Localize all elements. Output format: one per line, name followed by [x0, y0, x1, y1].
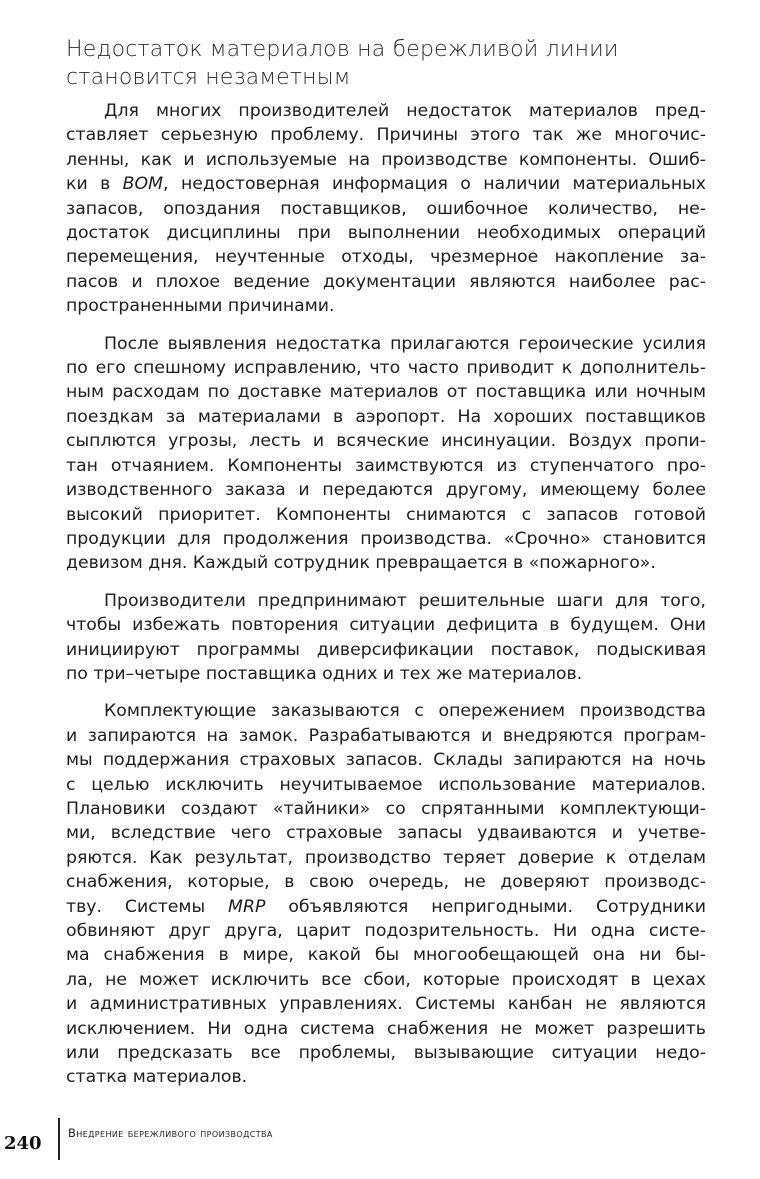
paragraph-line: Плановики создают «тайники» со спрятанными комплектующи- — [66, 798, 706, 819]
paragraph-line: ным расходам по доставке материалов от поставщика или ночным — [66, 382, 706, 403]
paragraph-line: статка материалов. — [66, 1067, 248, 1088]
paragraph-line: ми, вследствие чего страховые запасы удваиваются и учетве- — [66, 823, 706, 844]
page-number: 240 — [4, 1133, 42, 1154]
paragraph-line: или предсказать все проблемы, вызывающие ситуации недо- — [66, 1043, 706, 1064]
footer-divider — [58, 1118, 60, 1160]
paragraph-line: После выявления недостатка прилагаются героические усилия — [104, 333, 706, 354]
paragraph — [66, 699, 706, 1090]
paragraph-line: и административных управлениях. Системы канбан не являются — [66, 994, 706, 1015]
body-text — [66, 99, 706, 1103]
running-footer-title: Внедрение бережливого производства — [68, 1126, 273, 1140]
paragraph — [66, 99, 706, 319]
paragraph — [66, 332, 706, 576]
paragraph-line: по три–четыре поставщика одних и тех же материалов. — [66, 663, 583, 684]
paragraph-line: достаток дисциплины при выполнении необходимых операций — [66, 223, 706, 244]
paragraph-line: ла, не может исключить все сбои, которые происходят в цехах — [66, 969, 706, 990]
paragraph-line: Комплектующие заказываются с опережением производства — [104, 701, 706, 722]
paragraph-line: исключением. Ни одна система снабжения не может разрешить — [66, 1018, 706, 1039]
paragraph-line: пасов и плохое ведение документации являются наиболее рас- — [66, 271, 706, 292]
paragraph-line: ряются. Как результат, производство теряет доверие к отделам — [66, 847, 706, 868]
paragraph-line: инициируют программы диверсификации поставок, подыскивая — [66, 639, 706, 660]
paragraph-line: обвиняют друг друга, царит подозрительность. Ни одна систе- — [66, 921, 706, 941]
paragraph-line: с целью исключить неучитываемое использование материалов. — [66, 774, 706, 795]
paragraph-line: ставляет серьезную проблему. Причины этого так же многочис- — [66, 125, 706, 146]
paragraph-line: сыплются угрозы, лесть и всяческие инсинуации. Воздух пропи- — [66, 431, 706, 452]
paragraph-line: девизом дня. Каждый сотрудник превращается в «пожарного». — [66, 553, 656, 574]
paragraph-line: мы поддержания страховых запасов. Склады запираются на ночь — [66, 750, 706, 771]
paragraph-line: изводственного заказа и передаются другому, имеющему более — [66, 480, 706, 501]
paragraph-line: тан отчаянием. Компоненты заимствуются из ступенчатого про- — [66, 455, 706, 476]
paragraph-line: поездкам за материалами в аэропорт. На хороших поставщиков — [66, 406, 706, 427]
paragraph-line: ки в BOM, недостоверная информация о наличии материальных — [66, 174, 707, 195]
paragraph-line: тву. Системы MRP объявляются непригодными. Сотрудники — [66, 896, 706, 917]
paragraph-line: Производители предпринимают решительные шаги для того, — [104, 590, 706, 611]
paragraph-line: пространенными причинами. — [66, 296, 335, 317]
paragraph-line: снабжения, которые, в свою очередь, не доверяют производс- — [66, 872, 706, 893]
paragraph-line: высокий приоритет. Компоненты снимаются с запасов готовой — [66, 504, 706, 525]
paragraph-line: по его спешному исправлению, что часто приводит к дополнитель- — [66, 358, 706, 379]
paragraph-line: ма снабжения в мире, какой бы многообещающей она ни бы- — [66, 945, 706, 966]
paragraph-line: Для многих производителей недостаток материалов пред- — [104, 101, 706, 121]
paragraph — [66, 589, 706, 687]
section-heading — [66, 36, 686, 92]
paragraph-line: перемещения, неучтенные отходы, чрезмерное накопление за- — [66, 247, 706, 268]
section-heading-line-2: становится незаметным — [66, 65, 351, 90]
section-heading-line-1: Недостаток материалов на бережливой линии — [66, 37, 619, 62]
paragraph-line: продукции для продолжения производства. «Срочно» становится — [66, 528, 706, 549]
paragraph-line: запасов, опоздания поставщиков, ошибочное количество, не- — [66, 198, 706, 219]
paragraph-line: и запираются на замок. Разрабатываются и внедряются програм- — [66, 725, 706, 746]
paragraph-line: чтобы избежать повторения ситуации дефицита в будущем. Они — [66, 615, 706, 636]
paragraph-line: ленны, как и используемые на производстве компоненты. Ошиб- — [66, 149, 706, 170]
